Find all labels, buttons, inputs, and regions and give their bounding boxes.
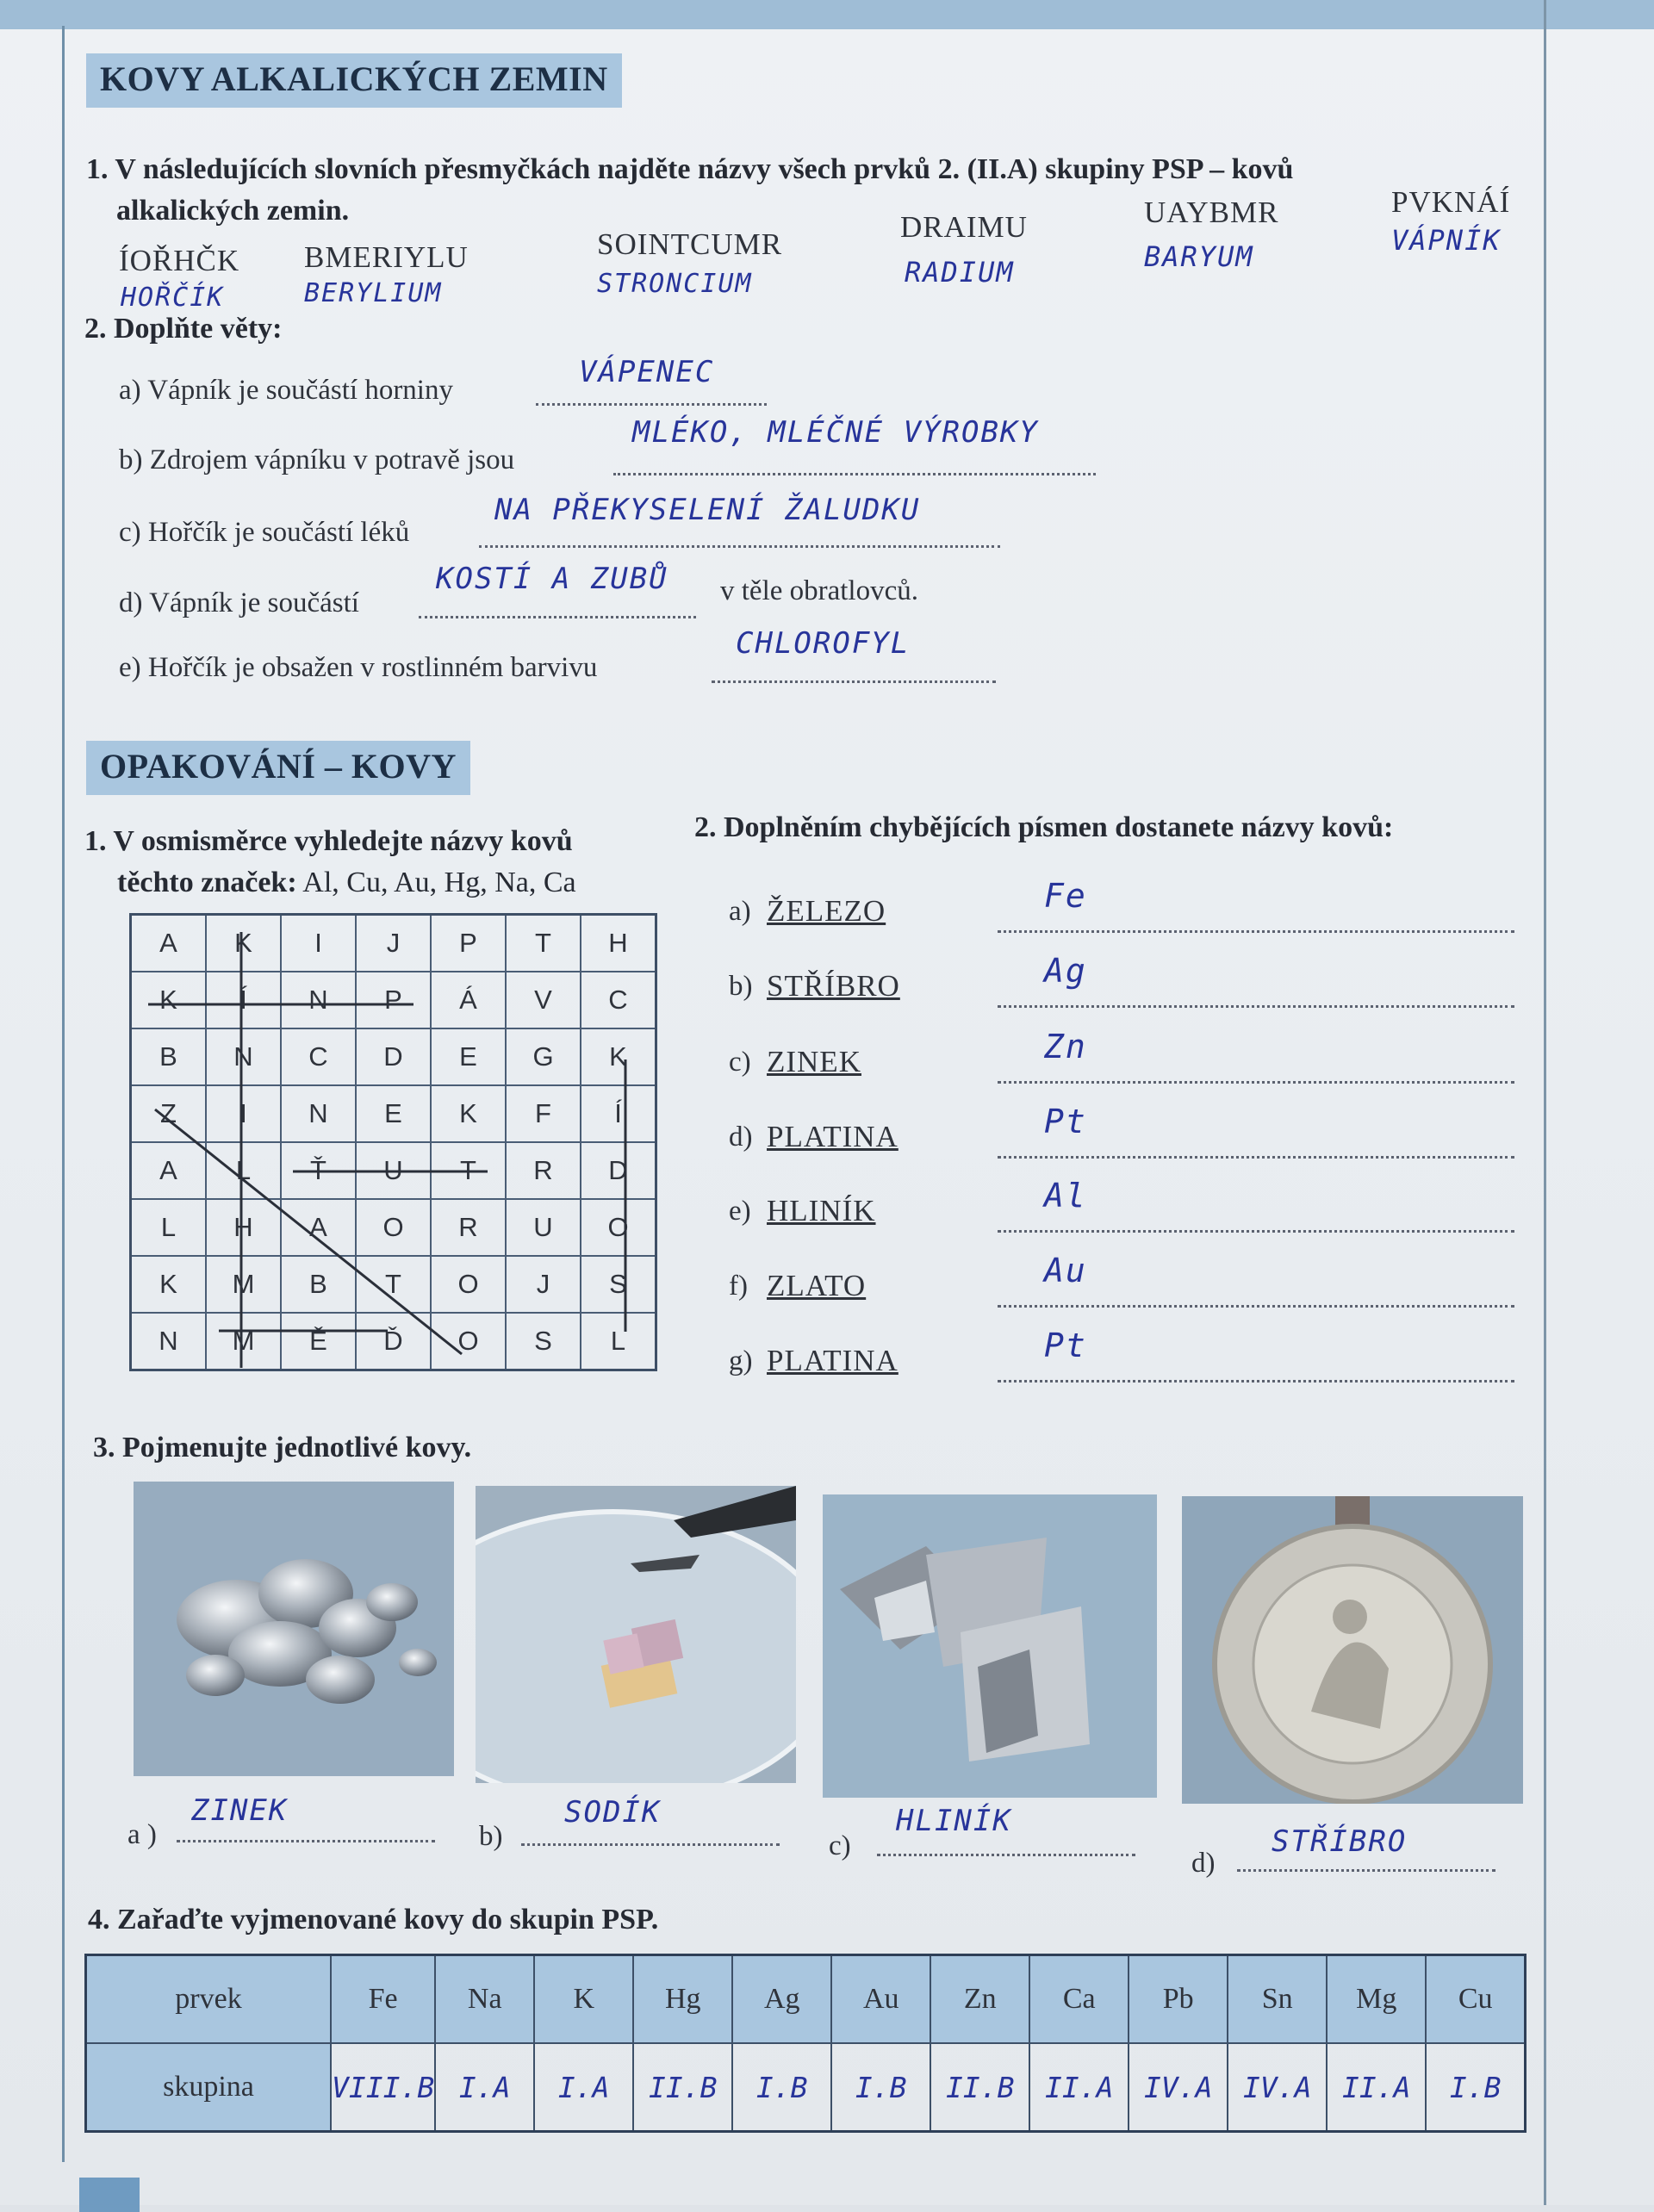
photo-silver-medal bbox=[1182, 1496, 1523, 1804]
photo-answer-dots bbox=[1237, 1869, 1495, 1872]
section-title-alkaline-earth: KOVY ALKALICKÝCH ZEMIN bbox=[86, 53, 622, 108]
grid-cell[interactable]: R bbox=[506, 1142, 581, 1199]
fill-item-symbol[interactable]: Fe bbox=[1044, 877, 1087, 915]
grid-cell[interactable]: K bbox=[131, 1256, 207, 1313]
wordsearch-task-line2: těchto značek: Al, Cu, Au, Hg, Na, Ca bbox=[117, 867, 576, 898]
psp-element-cell: K bbox=[534, 1955, 633, 2044]
sentence-prefix: d) Vápník je součástí bbox=[119, 587, 359, 618]
grid-cell[interactable]: J bbox=[356, 915, 431, 972]
sentence-prefix: c) Hořčík je součástí léků bbox=[119, 517, 410, 548]
grid-cell[interactable]: I bbox=[281, 915, 356, 972]
fill-item-dots bbox=[998, 1305, 1514, 1308]
anagram-answer[interactable]: BARYUM bbox=[1144, 240, 1254, 273]
grid-cell[interactable]: J bbox=[506, 1256, 581, 1313]
photo-answer-text[interactable]: STŘÍBRO bbox=[1272, 1824, 1408, 1859]
grid-cell[interactable]: R bbox=[431, 1199, 506, 1256]
name-metals-title: 3. Pojmenujte jednotlivé kovy. bbox=[93, 1432, 472, 1463]
photo-answer-letter: b) bbox=[479, 1821, 503, 1852]
q2-title: 2. Doplňte věty: bbox=[84, 313, 283, 345]
fill-item-letter: a) bbox=[729, 896, 751, 927]
fill-item-word[interactable]: ZLATO bbox=[767, 1269, 867, 1302]
psp-element-cell: Cu bbox=[1426, 1955, 1526, 2044]
anagram-word: UAYBMR bbox=[1144, 196, 1279, 229]
psp-row-groups bbox=[86, 2043, 1526, 2132]
fill-item-symbol[interactable]: Ag bbox=[1044, 952, 1087, 990]
fill-item-word[interactable]: ZINEK bbox=[767, 1045, 861, 1078]
photo-answer-text[interactable]: HLINÍK bbox=[896, 1804, 1012, 1838]
psp-group-cell[interactable]: IV.A bbox=[1228, 2043, 1327, 2132]
fill-item-letter: d) bbox=[729, 1122, 753, 1153]
grid-cell[interactable]: K bbox=[581, 1028, 656, 1085]
grid-cell[interactable]: A bbox=[131, 915, 207, 972]
psp-element-cell: Sn bbox=[1228, 1955, 1327, 2044]
fill-item-symbol[interactable]: Pt bbox=[1044, 1327, 1087, 1364]
fill-item-letter: g) bbox=[729, 1345, 753, 1376]
answer-dots bbox=[479, 545, 1000, 548]
grid-cell[interactable]: D bbox=[356, 1028, 431, 1085]
silver-medal-image bbox=[1182, 1496, 1523, 1804]
fill-item-symbol[interactable]: Zn bbox=[1044, 1028, 1087, 1066]
fill-item-dots bbox=[998, 1005, 1514, 1008]
grid-cell[interactable]: V bbox=[506, 972, 581, 1028]
psp-table bbox=[84, 1954, 1527, 2133]
word-search-strikes bbox=[129, 913, 663, 1378]
psp-row-elements bbox=[86, 1955, 1526, 2044]
anagram-answer[interactable]: VÁPNÍK bbox=[1391, 224, 1502, 257]
photo-answer-text[interactable]: ZINEK bbox=[191, 1793, 289, 1828]
grid-cell[interactable]: H bbox=[581, 915, 656, 972]
anagram-answer[interactable]: RADIUM bbox=[905, 256, 1015, 289]
psp-group-cell[interactable]: II.A bbox=[1327, 2043, 1426, 2132]
psp-group-cell[interactable]: VIII.B bbox=[331, 2043, 435, 2132]
answer-dots bbox=[613, 473, 1096, 475]
right-margin-line bbox=[1544, 0, 1546, 2205]
photo-answer-letter: a ) bbox=[127, 1819, 157, 1850]
grid-cell[interactable]: Z bbox=[131, 1085, 207, 1142]
fill-letters-title: 2. Doplněním chybějících písmen dostanete názvy kovů: bbox=[694, 811, 1394, 843]
answer-dots bbox=[536, 403, 767, 406]
psp-element-cell: Ca bbox=[1029, 1955, 1129, 2044]
grid-cell[interactable]: N bbox=[131, 1313, 207, 1370]
grid-cell[interactable]: Í bbox=[581, 1085, 656, 1142]
wordsearch-task-line1: 1. V osmisměrce vyhledejte názvy kovů bbox=[84, 825, 573, 857]
grid-cell[interactable]: P bbox=[431, 915, 506, 972]
psp-element-cell: Na bbox=[435, 1955, 534, 2044]
fill-item-dots bbox=[998, 1081, 1514, 1084]
psp-task-title: 4. Zařaďte vyjmenované kovy do skupin PSP. bbox=[88, 1904, 659, 1936]
grid-cell[interactable]: C bbox=[281, 1028, 356, 1085]
grid-cell[interactable]: Ť bbox=[281, 1142, 356, 1199]
grid-cell[interactable]: L bbox=[581, 1313, 656, 1370]
fill-item-symbol[interactable]: Al bbox=[1044, 1177, 1087, 1215]
grid-cell[interactable]: K bbox=[431, 1085, 506, 1142]
psp-element-cell: Fe bbox=[331, 1955, 435, 2044]
grid-cell[interactable]: H bbox=[206, 1199, 281, 1256]
photo-answer-dots bbox=[521, 1843, 780, 1846]
psp-group-cell[interactable]: I.B bbox=[1426, 2043, 1526, 2132]
grid-cell[interactable]: D bbox=[581, 1142, 656, 1199]
psp-element-cell: Mg bbox=[1327, 1955, 1426, 2044]
grid-cell[interactable]: K bbox=[206, 915, 281, 972]
section-title-review: OPAKOVÁNÍ – KOVY bbox=[86, 741, 470, 795]
grid-cell[interactable]: N bbox=[206, 1028, 281, 1085]
grid-cell[interactable]: T bbox=[356, 1256, 431, 1313]
strike-line-diagonal bbox=[155, 1109, 462, 1354]
grid-cell[interactable]: M bbox=[206, 1313, 281, 1370]
anagram-answer[interactable]: HOŘČÍK bbox=[121, 283, 225, 313]
grid-cell[interactable]: N bbox=[281, 1085, 356, 1142]
psp-group-cell[interactable]: I.A bbox=[435, 2043, 534, 2132]
grid-cell[interactable]: S bbox=[581, 1256, 656, 1313]
psp-element-cell: Ag bbox=[732, 1955, 831, 2044]
grid-cell[interactable]: I bbox=[206, 1085, 281, 1142]
grid-cell[interactable]: G bbox=[506, 1028, 581, 1085]
sentence-answer[interactable]: KOSTÍ A ZUBŮ bbox=[436, 562, 668, 596]
fill-item-word[interactable]: ŽELEZO bbox=[767, 894, 886, 928]
fill-item-dots bbox=[998, 1380, 1514, 1382]
fill-item-letter: f) bbox=[729, 1271, 748, 1302]
psp-element-cell: Pb bbox=[1129, 1955, 1228, 2044]
sentence-answer[interactable]: MLÉKO, MLÉČNÉ VÝROBKY bbox=[632, 415, 1039, 450]
grid-cell[interactable]: O bbox=[356, 1199, 431, 1256]
grid-cell[interactable]: E bbox=[431, 1028, 506, 1085]
photo-answer-letter: c) bbox=[829, 1830, 851, 1861]
anagram-word: DRAIMU bbox=[900, 210, 1028, 244]
q1-text-line2: alkalických zemin. bbox=[116, 195, 350, 227]
psp-element-cell: Au bbox=[831, 1955, 930, 2044]
anagram-answer[interactable]: BERYLIUM bbox=[304, 278, 443, 308]
grid-cell[interactable]: L bbox=[206, 1142, 281, 1199]
sodium-dish-image bbox=[476, 1486, 796, 1783]
grid-cell[interactable]: Í bbox=[206, 972, 281, 1028]
fill-item-symbol[interactable]: Pt bbox=[1044, 1103, 1087, 1140]
grid-cell[interactable]: U bbox=[356, 1142, 431, 1199]
psp-group-cell[interactable]: I.B bbox=[831, 2043, 930, 2132]
psp-element-cell: Zn bbox=[930, 1955, 1029, 2044]
anagram-word: BMERIYLU bbox=[304, 240, 469, 274]
grid-cell[interactable]: O bbox=[581, 1199, 656, 1256]
psp-element-cell: Hg bbox=[633, 1955, 732, 2044]
psp-group-cell[interactable]: II.B bbox=[633, 2043, 732, 2132]
photo-answer-dots bbox=[877, 1854, 1135, 1856]
sentence-prefix: b) Zdrojem vápníku v potravě jsou bbox=[119, 444, 515, 475]
grid-cell[interactable]: Ě bbox=[281, 1313, 356, 1370]
grid-cell[interactable]: L bbox=[131, 1199, 207, 1256]
photo-answer-text[interactable]: SODÍK bbox=[564, 1795, 662, 1830]
fill-item-word[interactable]: STŘÍBRO bbox=[767, 969, 900, 1003]
grid-cell[interactable]: N bbox=[281, 972, 356, 1028]
grid-cell[interactable]: P bbox=[356, 972, 431, 1028]
fill-item-dots bbox=[998, 1230, 1514, 1233]
left-margin-line bbox=[62, 26, 65, 2162]
fill-item-word[interactable]: PLATINA bbox=[767, 1344, 899, 1377]
answer-dots bbox=[419, 616, 696, 618]
fill-item-dots bbox=[998, 1156, 1514, 1159]
sentence-answer[interactable]: NA PŘEKYSELENÍ ŽALUDKU bbox=[494, 493, 921, 527]
fill-item-dots bbox=[998, 930, 1514, 933]
grid-cell[interactable]: K bbox=[131, 972, 207, 1028]
anagram-word: ÍOŘHČK bbox=[119, 244, 240, 277]
page-number-tab bbox=[79, 2178, 140, 2212]
fill-item-letter: b) bbox=[729, 971, 753, 1002]
anagram-word: PVKNÁÍ bbox=[1391, 185, 1511, 219]
grid-cell[interactable]: T bbox=[431, 1142, 506, 1199]
grid-cell[interactable]: A bbox=[131, 1142, 207, 1199]
psp-group-cell[interactable]: I.B bbox=[732, 2043, 831, 2132]
photo-zinc bbox=[134, 1482, 454, 1776]
aluminium-foil-image bbox=[823, 1494, 1157, 1798]
q1-text-line1: 1. V následujících slovních přesmyčkách najděte názvy všech prvků 2. (II.A) skupiny PSP – kovů bbox=[86, 153, 1294, 185]
sentence-prefix: e) Hořčík je obsažen v rostlinném barvivu bbox=[119, 652, 598, 683]
grid-cell[interactable]: E bbox=[356, 1085, 431, 1142]
sentence-answer[interactable]: CHLOROFYL bbox=[736, 626, 911, 661]
sentence-prefix: a) Vápník je součástí horniny bbox=[119, 375, 453, 406]
grid-cell[interactable]: F bbox=[506, 1085, 581, 1142]
grid-cell[interactable]: U bbox=[506, 1199, 581, 1256]
grid-cell[interactable]: M bbox=[206, 1256, 281, 1313]
psp-group-cell[interactable]: II.B bbox=[930, 2043, 1029, 2132]
anagram-answer[interactable]: STRONCIUM bbox=[597, 269, 753, 299]
answer-dots bbox=[712, 680, 996, 683]
psp-group-cell[interactable]: I.A bbox=[534, 2043, 633, 2132]
grid-cell[interactable]: B bbox=[131, 1028, 207, 1085]
grid-cell[interactable]: T bbox=[506, 915, 581, 972]
grid-cell[interactable]: A bbox=[281, 1199, 356, 1256]
grid-cell[interactable]: O bbox=[431, 1256, 506, 1313]
photo-answer-letter: d) bbox=[1191, 1848, 1216, 1879]
fill-item-word[interactable]: PLATINA bbox=[767, 1120, 899, 1153]
fill-item-word[interactable]: HLINÍK bbox=[767, 1194, 876, 1227]
psp-group-cell[interactable]: II.A bbox=[1029, 2043, 1129, 2132]
photo-sodium bbox=[476, 1486, 796, 1783]
sentence-answer[interactable]: VÁPENEC bbox=[579, 355, 715, 389]
grid-cell[interactable]: Ď bbox=[356, 1313, 431, 1370]
grid-cell[interactable]: B bbox=[281, 1256, 356, 1313]
photo-answer-dots bbox=[177, 1840, 435, 1842]
top-band bbox=[0, 0, 1654, 29]
photo-aluminium bbox=[823, 1494, 1157, 1798]
psp-row-label: skupina bbox=[86, 2043, 332, 2132]
grid-cell[interactable]: O bbox=[431, 1313, 506, 1370]
grid-cell[interactable]: Á bbox=[431, 972, 506, 1028]
grid-cell[interactable]: C bbox=[581, 972, 656, 1028]
grid-cell[interactable]: S bbox=[506, 1313, 581, 1370]
sentence-suffix: v těle obratlovců. bbox=[720, 575, 919, 606]
fill-item-letter: e) bbox=[729, 1196, 751, 1227]
psp-row-label: prvek bbox=[86, 1955, 332, 2044]
zinc-pieces-image bbox=[134, 1482, 454, 1776]
fill-item-symbol[interactable]: Au bbox=[1044, 1252, 1087, 1289]
fill-item-letter: c) bbox=[729, 1047, 751, 1078]
psp-group-cell[interactable]: IV.A bbox=[1129, 2043, 1228, 2132]
anagram-word: SOINTCUMR bbox=[597, 227, 783, 261]
